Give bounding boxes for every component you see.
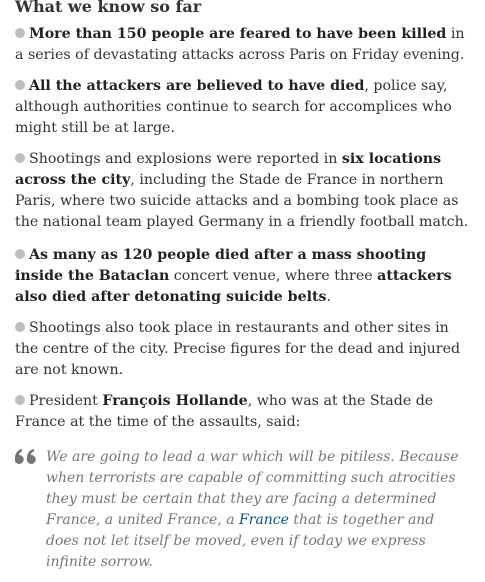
body-text: .	[326, 289, 332, 305]
body-text: President	[29, 393, 103, 409]
body-text: Shootings also took place in restaurants and other sites in the centre of the city. Precise figures for the dead and injured are not known.	[15, 320, 461, 378]
fact-paragraph	[15, 76, 470, 139]
fact-paragraph	[15, 149, 470, 233]
blockquote	[15, 447, 470, 573]
bullet-dot-icon	[15, 28, 25, 38]
bullet-dot-icon	[15, 249, 25, 259]
bold-text: six locations across the city	[15, 151, 442, 188]
body-text: , including the Stade de France in northern Paris, where two suicide attacks and a bombing took place as the national team played Germany in a friendly football match.	[15, 172, 469, 230]
quote-text-1: We are going to lead a war which will be pitiless. Because when terrorists are capable of committing such atrocities they must be certain that they are facing a determined France, a united France, a	[46, 449, 459, 528]
quote-mark-icon	[15, 449, 39, 465]
fact-paragraph	[15, 391, 470, 433]
quote-text-2: that is together and does not let itself be moved, even if today we express infinite sorrow.	[46, 512, 435, 570]
bold-text: All the attackers are believed to have died	[29, 78, 365, 94]
bold-text: More than 150 people are feared to have been killed	[29, 26, 447, 42]
bold-text: François Hollande	[102, 393, 248, 409]
body-text: Shootings and explosions were reported in	[29, 151, 342, 167]
quote-link-france[interactable]: France	[239, 512, 289, 528]
fact-list	[15, 24, 470, 433]
fact-paragraph	[15, 318, 470, 381]
bold-text: attackers also died after detonating suicide belts	[15, 268, 452, 305]
body-text: , police say, although authorities continue to search for accomplices who might still be at large.	[15, 78, 452, 136]
bullet-dot-icon	[15, 153, 25, 163]
fact-paragraph	[15, 24, 470, 66]
body-text: concert venue, where three	[169, 268, 378, 284]
bold-text: As many as 120 people died after a mass shooting inside the Bataclan	[15, 247, 427, 284]
bullet-dot-icon	[15, 322, 25, 332]
section-heading: What we know so far	[15, 0, 202, 16]
body-text: , who was at the Stade de France at the time of the assaults, said:	[15, 393, 434, 430]
bullet-dot-icon	[15, 395, 25, 405]
bullet-dot-icon	[15, 80, 25, 90]
fact-paragraph	[15, 245, 470, 308]
body-text: in a series of devastating attacks across Paris on Friday evening.	[15, 26, 465, 63]
